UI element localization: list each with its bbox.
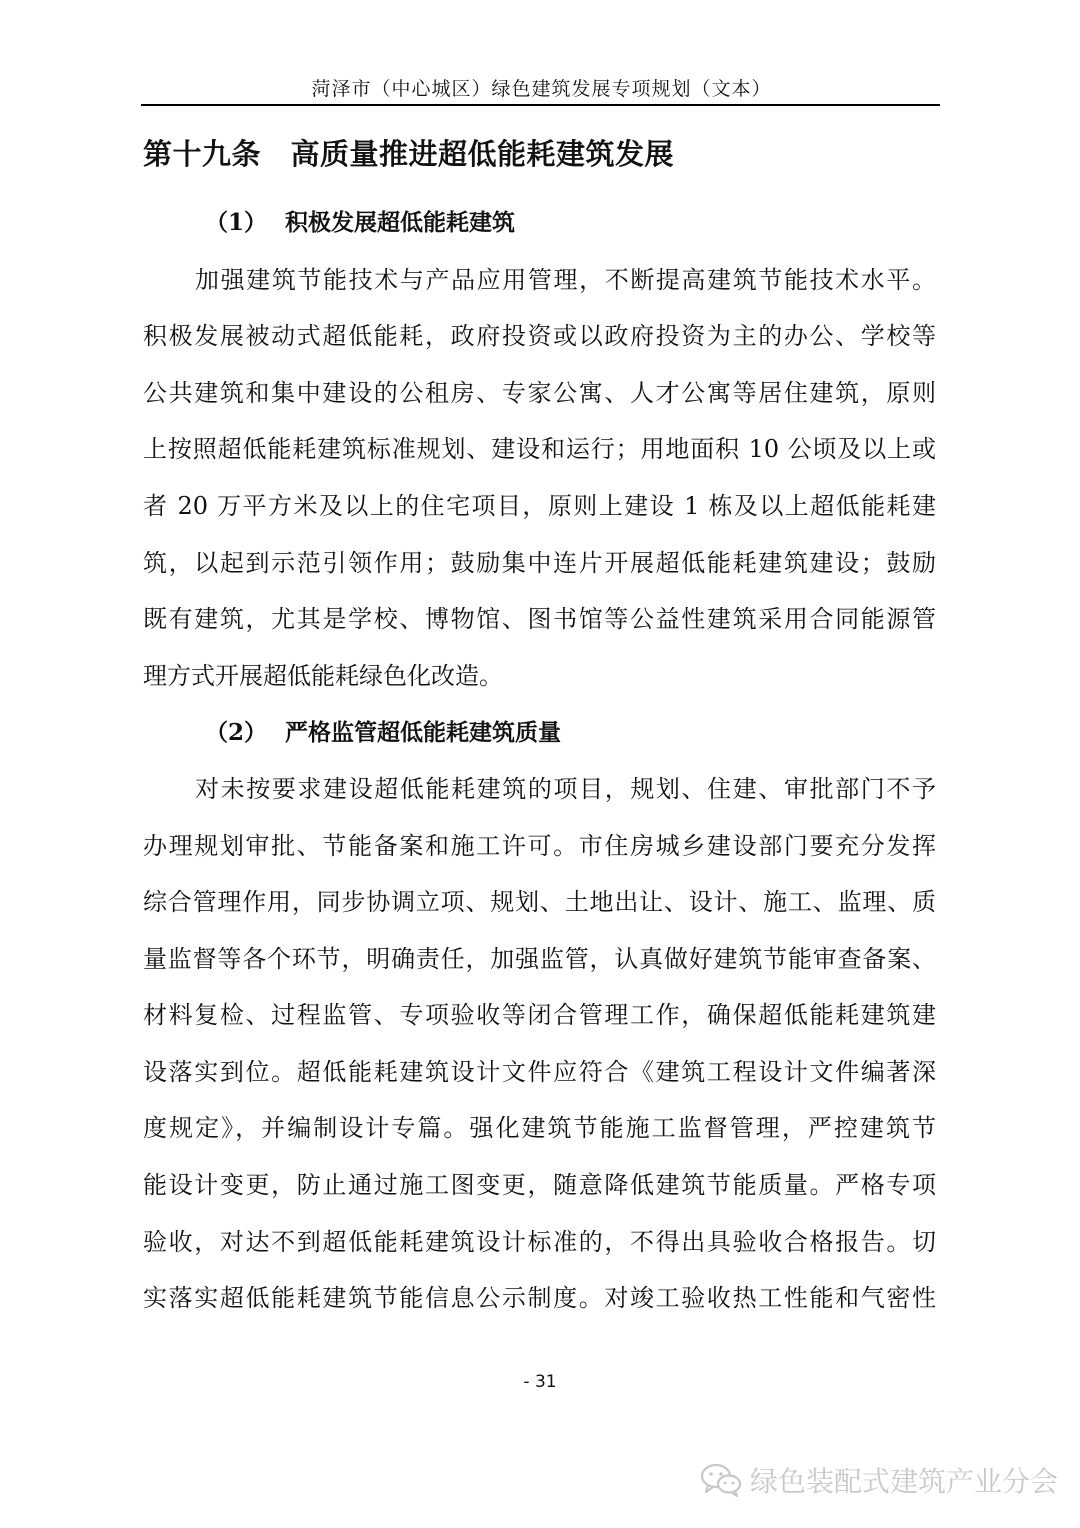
- paragraph-line: 既有建筑，尤其是学校、博物馆、图书馆等公益性建筑采用合同能源管: [143, 605, 936, 633]
- paragraph-line: 筑，以起到示范引领作用；鼓励集中连片开展超低能耗建筑建设；鼓励: [143, 549, 936, 577]
- header-divider: [141, 104, 940, 106]
- paragraph-line: 者 20 万平方米及以上的住宅项目，原则上建设 1 栋及以上超低能耗建: [143, 492, 936, 520]
- paragraph-line: 加强建筑节能技术与产品应用管理，不断提高建筑节能技术水平。: [195, 266, 936, 294]
- section-number: （1）: [205, 209, 268, 236]
- paragraph-line: 能设计变更，防止通过施工图变更，随意降低建筑节能质量。严格专项: [143, 1171, 936, 1199]
- paragraph-line: 综合管理作用，同步协调立项、规划、土地出让、设计、施工、监理、质: [143, 888, 936, 916]
- paragraph-line: 积极发展被动式超低能耗，政府投资或以政府投资为主的办公、学校等: [143, 322, 936, 350]
- paragraph-line: 材料复检、过程监管、专项验收等闭合管理工作，确保超低能耗建筑建: [143, 1001, 936, 1029]
- paragraph-line: 上按照超低能耗建筑标准规划、建设和运行；用地面积 10 公顷及以上或: [143, 435, 936, 463]
- section-title: 积极发展超低能耗建筑: [285, 209, 515, 236]
- paragraph-line: 验收，对达不到超低能耗建筑设计标准的，不得出具验收合格报告。切: [143, 1228, 936, 1256]
- paragraph-line: 办理规划审批、节能备案和施工许可。市住房城乡建设部门要充分发挥: [143, 832, 936, 860]
- paragraph-line: 公共建筑和集中建设的公租房、专家公寓、人才公寓等居住建筑，原则: [143, 379, 936, 407]
- section-heading-1: [205, 203, 515, 243]
- watermark: [700, 1458, 1058, 1502]
- paragraph-line: 设落实到位。超低能耗建筑设计文件应符合《建筑工程设计文件编著深: [143, 1058, 936, 1086]
- paragraph-line: 理方式开展超低能耗绿色化改造。: [143, 662, 503, 690]
- section-number: （2）: [205, 719, 268, 746]
- page-number: - 31: [523, 1372, 557, 1392]
- document-header: 菏泽市（中心城区）绿色建筑发展专项规划（文本）: [311, 78, 772, 100]
- article-title: 第十九条 高质量推进超低能耗建筑发展: [143, 137, 675, 171]
- section-title: 严格监管超低能耗建筑质量: [285, 719, 561, 746]
- paragraph-line: 度规定》，并编制设计专篇。强化建筑节能施工监督管理，严控建筑节: [143, 1114, 936, 1142]
- paragraph-line: 实落实超低能耗建筑节能信息公示制度。对竣工验收热工性能和气密性: [143, 1284, 936, 1312]
- section-heading-2: [205, 713, 561, 753]
- watermark-text: 绿色装配式建筑产业分会: [750, 1465, 1059, 1498]
- paragraph-line: 对未按要求建设超低能耗建筑的项目，规划、住建、审批部门不予: [195, 775, 936, 803]
- wechat-icon: [700, 1463, 742, 1497]
- paragraph-line: 量监督等各个环节，明确责任，加强监管，认真做好建筑节能审查备案、: [143, 945, 936, 973]
